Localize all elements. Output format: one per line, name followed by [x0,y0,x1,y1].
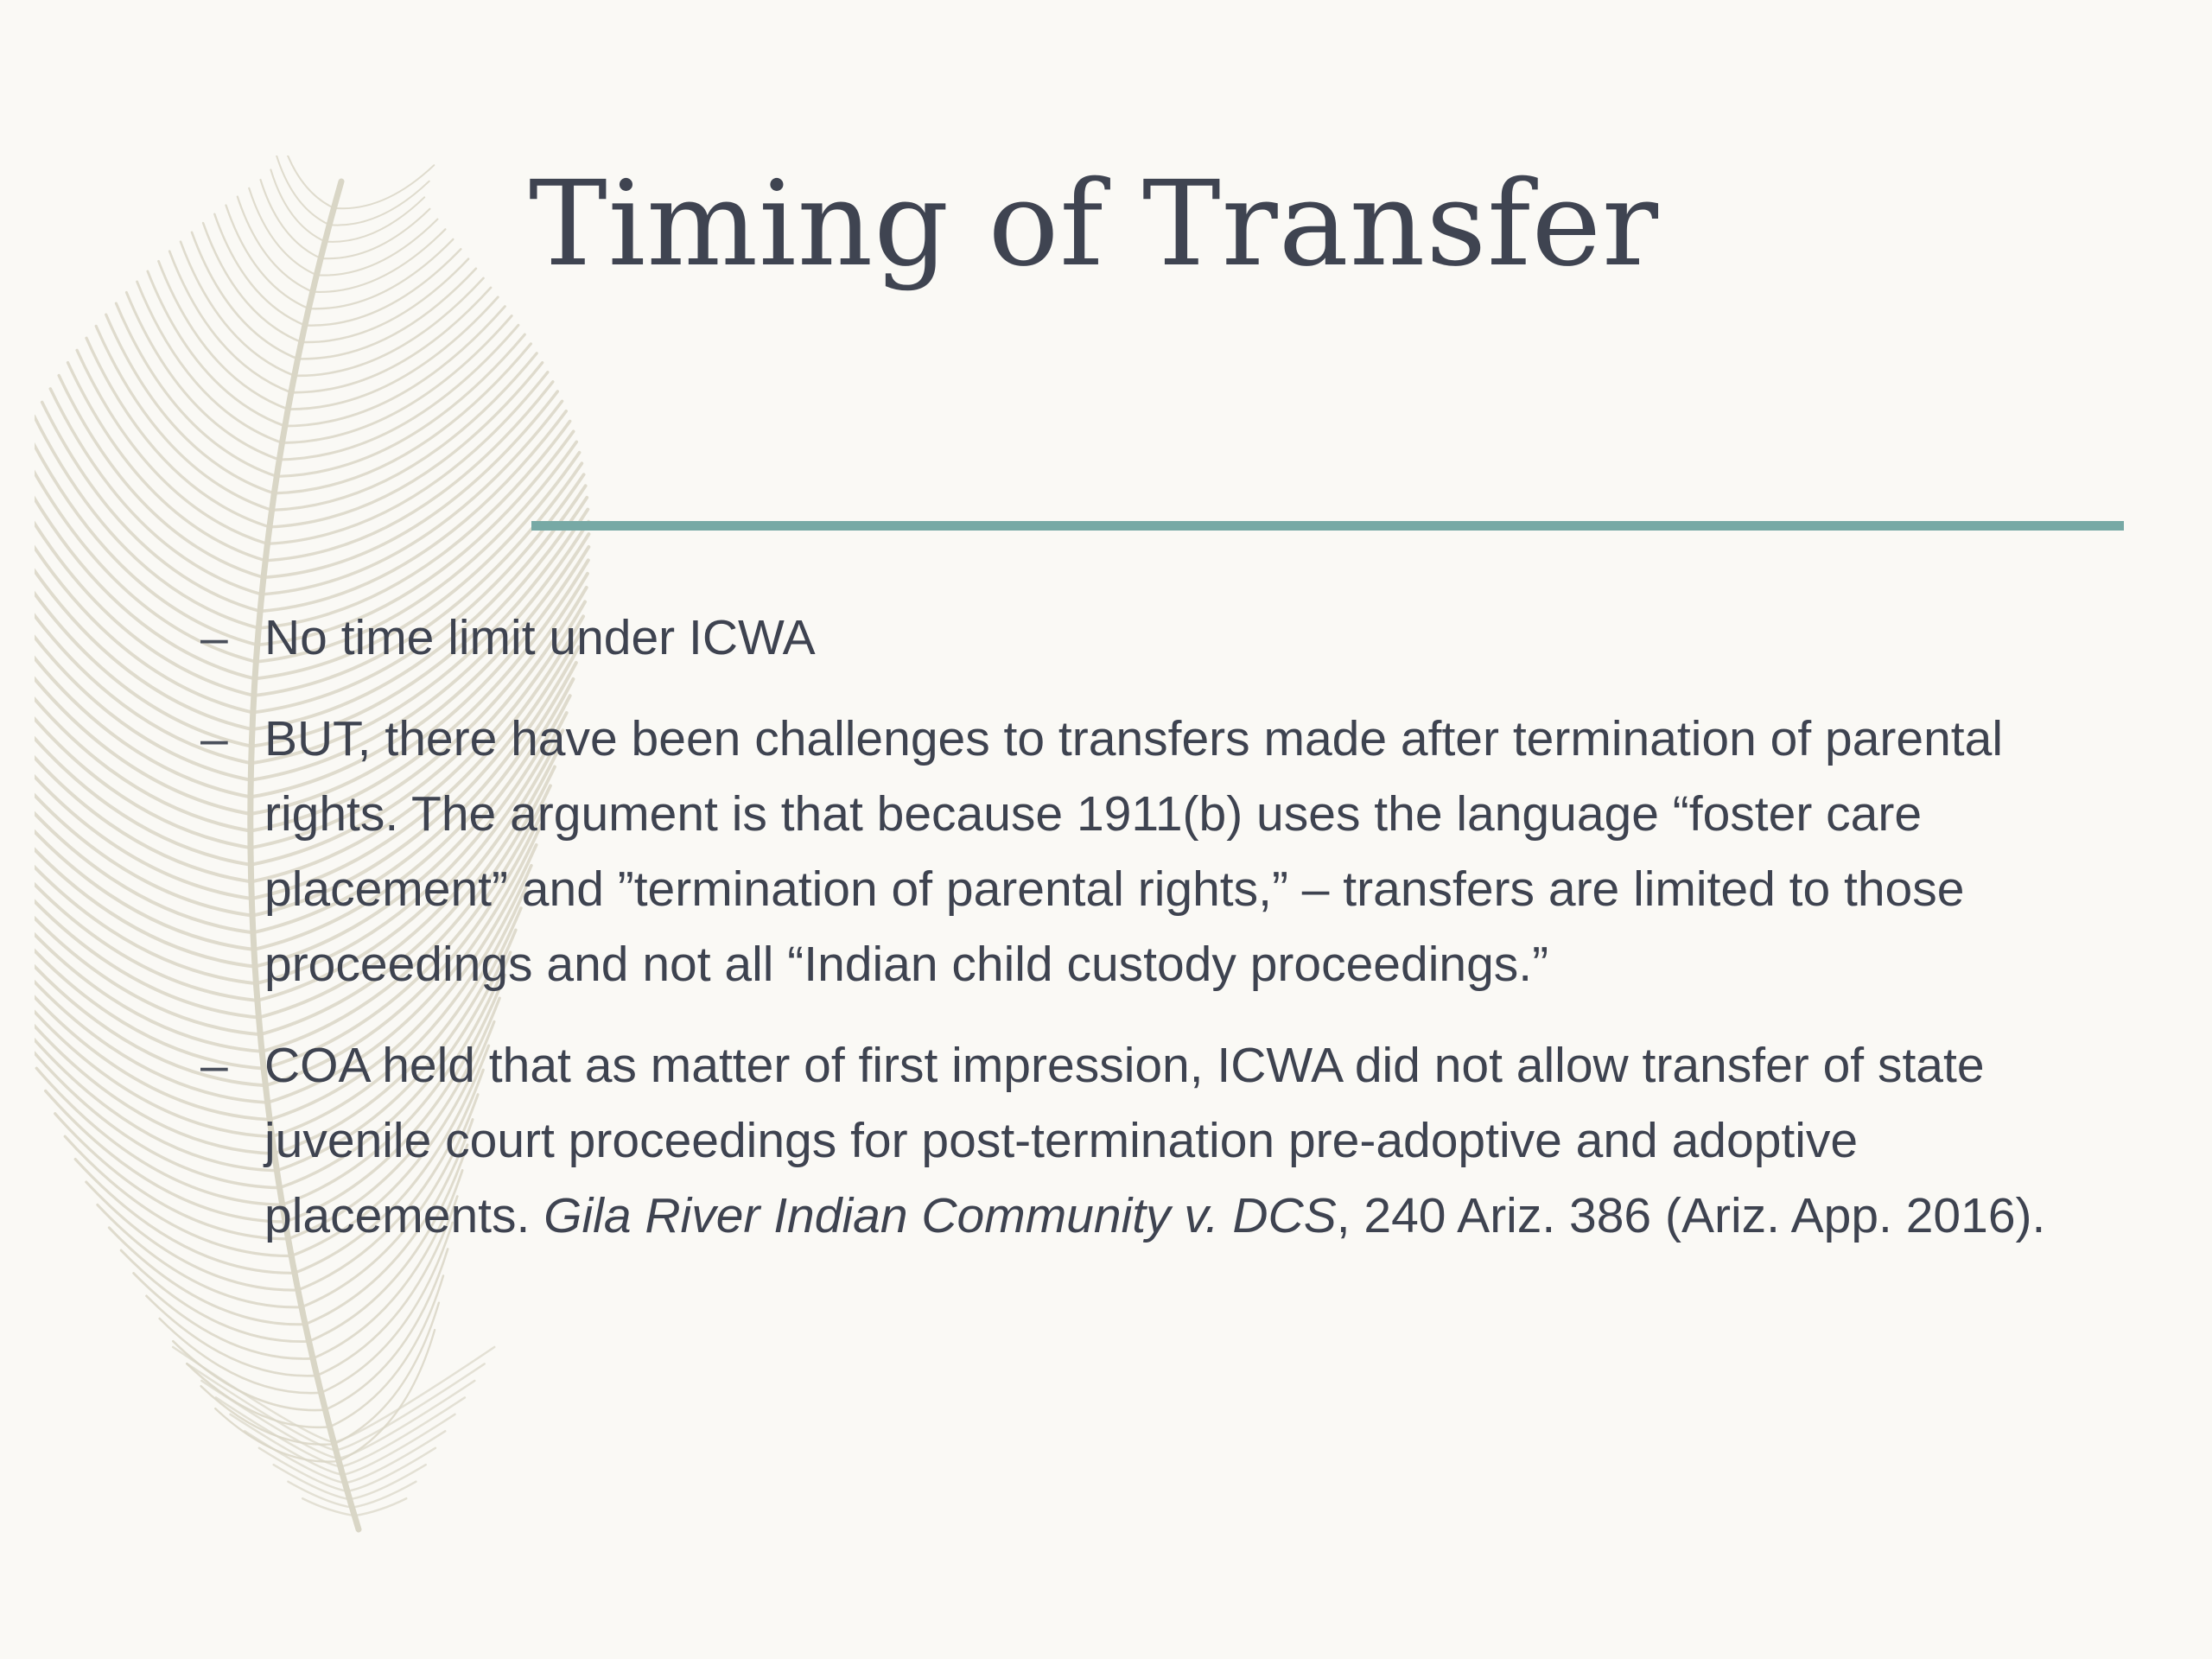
bullet-text: No time limit under ICWA [264,610,816,665]
slide-title: Timing of Transfer [529,156,1660,293]
case-citation-name: Gila River Indian Community v. DCS [543,1188,1337,1243]
bullet-text-before: COA held that as matter of first impression, ICWA did not allow transfer of state juvenile court proceedings for post-termination pre-adoptive and adoptive placements. [264,1038,1985,1243]
bullet-marker: – [200,610,228,665]
bullet-no-time-limit [200,601,2136,676]
bullet-coa-holding [200,1028,2136,1254]
bullet-text: BUT, there have been challenges to transfers made after termination of parental rights. The argument is that because 1911(b) uses the language “foster care placement” and ”termination of parental rights,” – transfers are limited to those proceedings and not all “Indian child custody proceedings.” [264,711,2003,992]
bullet-marker: – [200,1038,228,1093]
title-divider [531,521,2124,531]
bullet-marker: – [200,711,228,766]
bullet-text-after: , 240 Ariz. 386 (Ariz. App. 2016). [1336,1188,2046,1243]
bullet-list [200,601,2136,1280]
bullet-challenges [200,702,2136,1002]
